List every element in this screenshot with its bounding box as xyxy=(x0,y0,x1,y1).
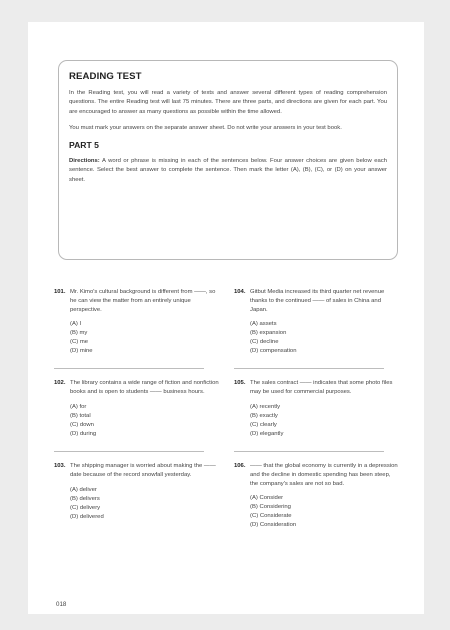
page-number: 018 xyxy=(56,601,67,608)
option-c: (C) delivery xyxy=(70,504,101,511)
question-divider xyxy=(234,368,384,369)
option-a: (A) I xyxy=(70,321,82,328)
question-104 xyxy=(234,288,399,356)
option-a: (A) assets xyxy=(250,321,277,328)
option-d: (D) during xyxy=(70,430,97,437)
intro-paragraph: In the Reading test, you will read a variety of texts and answer several different types of reading comprehension questions. The entire Reading test will last 75 minutes. There are three parts, and directions are given for each part. You are encouraged to answer as many questions as possible within the time allowed. xyxy=(69,90,387,115)
option-a: (A) deliver xyxy=(70,486,97,493)
option-d: (D) delivered xyxy=(70,513,104,520)
option-c: (C) Considerate xyxy=(250,513,292,520)
reading-test-title: READING TEST xyxy=(69,71,142,82)
option-b: (B) my xyxy=(70,330,88,337)
question-102 xyxy=(54,379,219,439)
question-105 xyxy=(234,379,399,439)
question-text: —— that the global economy is currently in a depression and the decline in domestic spending has been steep, the company's sales are not so bad. xyxy=(250,462,398,487)
answer-options xyxy=(250,494,399,530)
option-d: (D) elegantly xyxy=(250,430,284,437)
directions-label: Directions: xyxy=(69,158,100,165)
question-divider xyxy=(54,368,204,369)
question-106 xyxy=(234,462,399,530)
question-text: The sales contract —— indicates that some photo files may be used for commercial purposes. xyxy=(250,380,393,396)
question-text: The shipping manager is worried about making the —— date because of the record snowfall yesterday. xyxy=(70,462,216,478)
test-page xyxy=(28,22,424,614)
question-divider xyxy=(54,451,204,452)
question-number: 106. xyxy=(234,462,246,469)
question-number: 104. xyxy=(234,289,246,295)
option-d: (D) compensation xyxy=(250,348,297,355)
option-d: (D) mine xyxy=(70,348,93,355)
reading-test-instructions-box xyxy=(58,60,398,260)
answer-options xyxy=(70,320,219,356)
questions-left-column xyxy=(54,288,219,534)
option-b: (B) exactly xyxy=(250,412,278,419)
option-c: (C) down xyxy=(70,421,94,428)
option-c: (C) clearly xyxy=(250,421,277,428)
part-title: PART 5 xyxy=(69,140,99,151)
option-b: (B) expansion xyxy=(250,330,287,337)
question-number: 102. xyxy=(54,380,66,387)
option-c: (C) decline xyxy=(250,339,279,346)
question-text: Mr. Kimo's cultural background is different from ——, so he can view the matter from an entirely unique perspective. xyxy=(70,289,216,313)
option-a: (A) for xyxy=(70,403,87,410)
answer-options xyxy=(250,403,399,439)
question-divider xyxy=(234,451,384,452)
option-b: (B) total xyxy=(70,412,91,419)
answer-options xyxy=(70,486,219,522)
question-number: 101. xyxy=(54,289,66,295)
question-number: 103. xyxy=(54,462,66,469)
option-b: (B) Considering xyxy=(250,504,291,511)
directions-paragraph xyxy=(69,157,387,185)
option-a: (A) Consider xyxy=(250,495,284,502)
option-d: (D) Consideration xyxy=(250,522,297,529)
option-b: (B) delivers xyxy=(70,495,100,502)
question-101 xyxy=(54,288,219,356)
directions-text: A word or phrase is missing in each of the sentences below. Four answer choices are given below each sentence. Select the best answer to complete the sentence. Then mark the letter (A), (B), (C), or (D) on your answer sheet. xyxy=(69,158,387,183)
option-a: (A) recently xyxy=(250,403,281,410)
question-text: The library contains a wide range of fiction and nonfiction books and is open to students —— business hours. xyxy=(70,380,219,396)
question-number: 105. xyxy=(234,380,246,387)
option-c: (C) me xyxy=(70,339,88,346)
question-103 xyxy=(54,462,219,522)
question-text: Gitbut Media increased its third quarter net revenue thanks to the continued —— of sales in China and Japan. xyxy=(250,289,385,313)
answer-options xyxy=(70,403,219,439)
answer-sheet-instruction: You must mark your answers on the separate answer sheet. Do not write your answers in your test book. xyxy=(69,124,342,131)
questions-right-column xyxy=(234,288,399,542)
answer-options xyxy=(250,320,399,356)
